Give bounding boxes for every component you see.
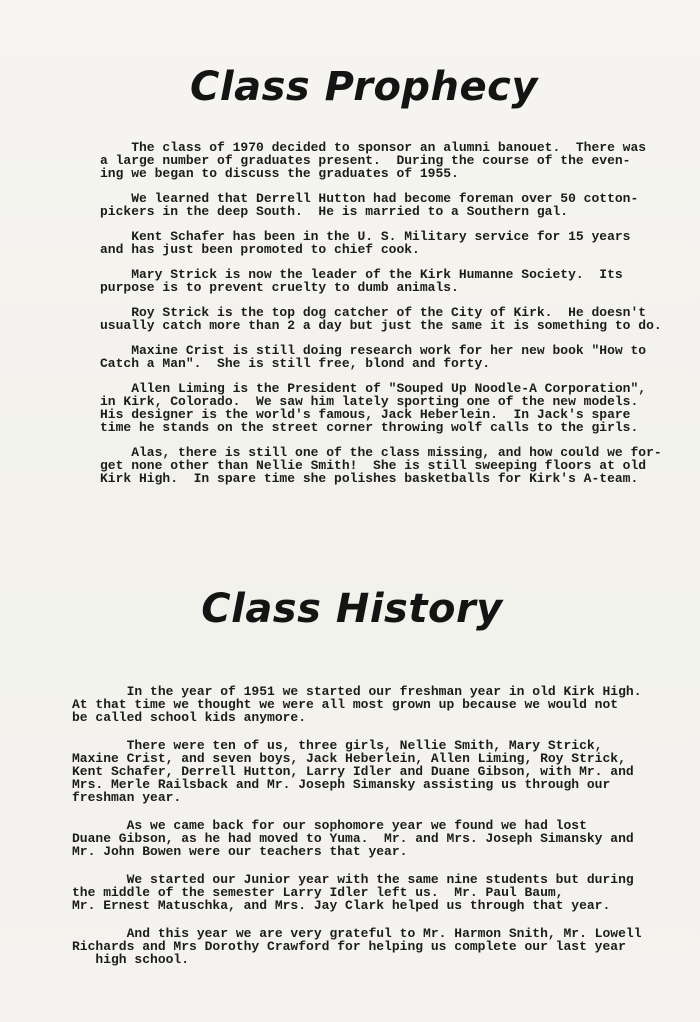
prophecy-paragraph: Alas, there is still one of the class missing, and how could we for- get none other than Nellie Smith! She is still sweeping floors at old Kirk High. In spare time she polishes basketballs for Kirk's A-team.	[100, 445, 662, 486]
class-history-heading: Class History	[201, 586, 503, 632]
history-paragraph: We started our Junior year with the same nine students but during the middle of the semester Larry Idler left us. Mr. Paul Baum, Mr. Ernest Matuschka, and Mrs. Jay Clark helped us through that year.	[72, 872, 634, 913]
history-paragraph: As we came back for our sophomore year we found we had lost Duane Gibson, as he had moved to Yuma. Mr. and Mrs. Joseph Simansky and Mr. John Bowen were our teachers that year.	[72, 818, 634, 859]
history-paragraph: In the year of 1951 we started our freshman year in old Kirk High. At that time we thought we were all most grown up because we would not be called school kids anymore.	[72, 684, 642, 725]
history-paragraph: And this year we are very grateful to Mr. Harmon Snith, Mr. Lowell Richards and Mrs Dorothy Crawford for helping us complete our last year high school.	[72, 926, 642, 967]
prophecy-paragraph: The class of 1970 decided to sponsor an alumni banouet. There was a large number of graduates present. During the course of the even- ing we began to discuss the graduates of 1955.	[100, 140, 647, 181]
class-history-section	[72, 685, 672, 981]
prophecy-paragraph: Kent Schafer has been in the U. S. Military service for 15 years and has just been promoted to chief cook.	[100, 229, 631, 257]
class-prophecy-section	[100, 141, 685, 497]
class-prophecy-heading: Class Prophecy	[190, 64, 538, 110]
prophecy-paragraph: Allen Liming is the President of "Souped Up Noodle-A Corporation", in Kirk, Colorado. We saw him lately sporting one of the new models. His designer is the world's famous, Jack Heberlein. In Jack's spare time he stands on the street corner throwing wolf calls to the girls.	[100, 381, 647, 435]
prophecy-paragraph: Maxine Crist is still doing research work for her new book "How to Catch a Man". She is still free, blond and forty.	[100, 343, 647, 371]
prophecy-paragraph: Mary Strick is now the leader of the Kirk Humanne Society. Its purpose is to prevent cruelty to dumb animals.	[100, 267, 623, 295]
prophecy-paragraph: We learned that Derrell Hutton had become foreman over 50 cotton- pickers in the deep South. He is married to a Southern gal.	[100, 191, 639, 219]
history-paragraph: There were ten of us, three girls, Nellie Smith, Mary Strick, Maxine Crist, and seven boys, Jack Heberlein, Allen Liming, Roy Strick, Kent Schafer, Derrell Hutton, Larry Idler and Duane Gibson, with Mr. and Mrs. Merle Railsback and Mr. Joseph Simansky assisting us through our freshman year.	[72, 738, 634, 805]
prophecy-paragraph: Roy Strick is the top dog catcher of the City of Kirk. He doesn't usually catch more than 2 a day but just the same it is something to do.	[100, 305, 662, 333]
